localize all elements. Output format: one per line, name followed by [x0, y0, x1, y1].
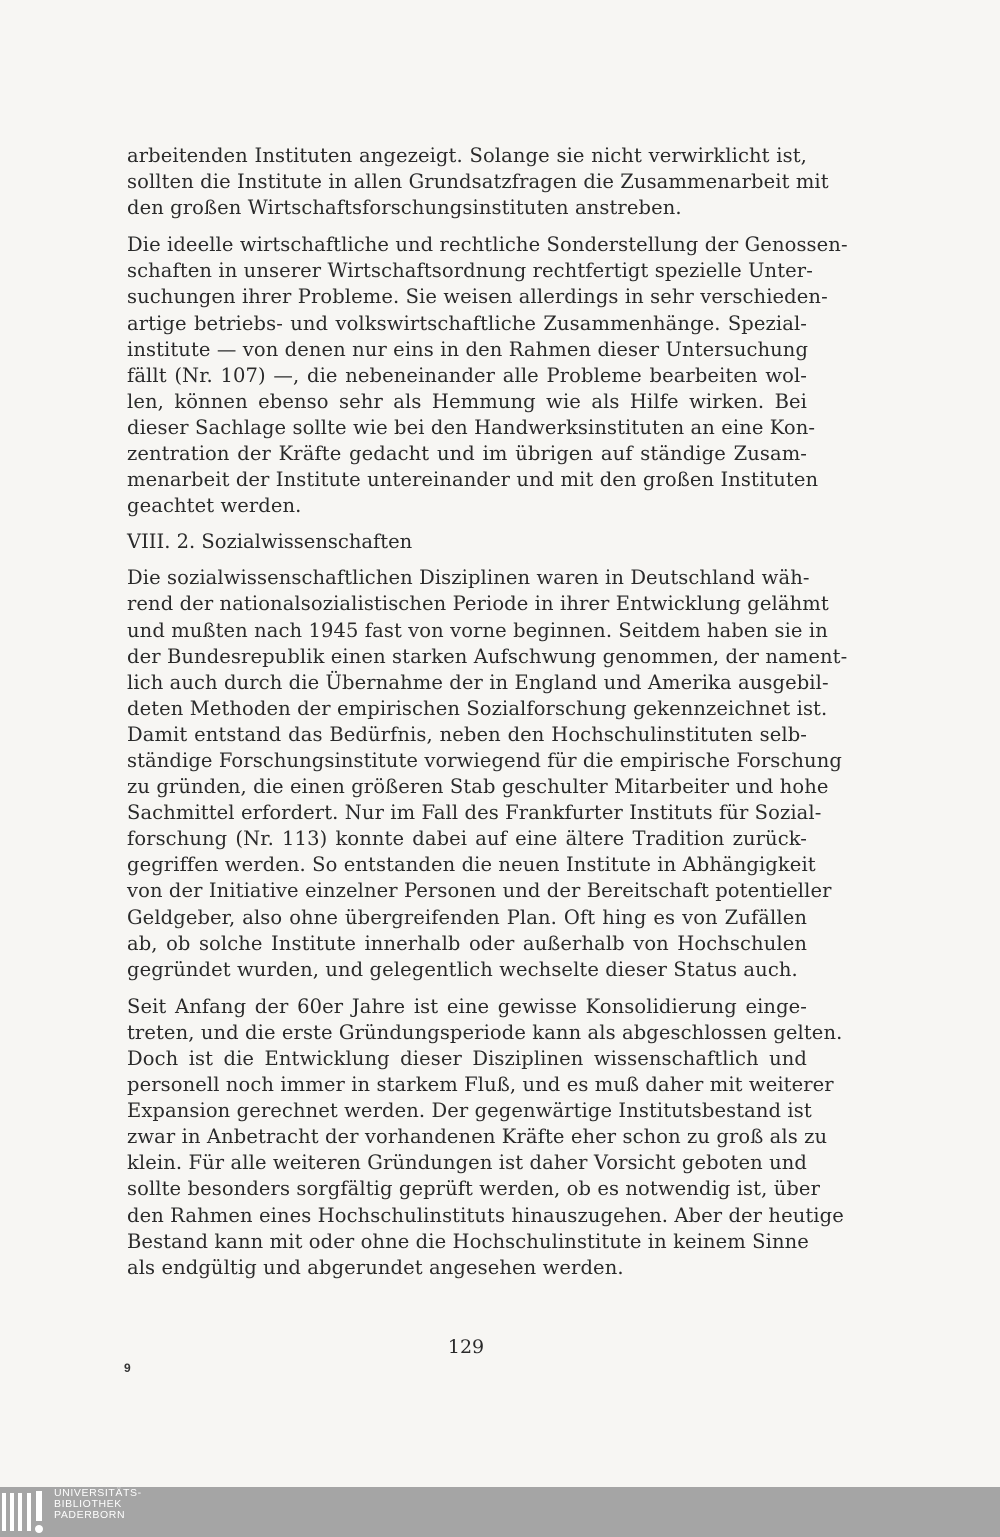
text-line: Die sozialwissenschaftlichen Disziplinen waren in Deutschland wäh- — [127, 566, 810, 590]
text-line: forschung (Nr. 113) konnte dabei auf eine ältere Tradition zurück- — [127, 827, 807, 851]
text-line: artige betriebs- und volkswirtschaftliche Zusammenhänge. Spezial- — [127, 311, 807, 335]
text-line: als endgültig und abgerundet angesehen werden. — [127, 1255, 624, 1279]
text-line: zwar in Anbetracht der vorhandenen Kräfte eher schon zu groß als zu — [127, 1125, 828, 1149]
section-heading: VIII. 2. Sozialwissenschaften — [127, 530, 413, 554]
text-line: rend der nationalsozialistischen Periode in ihrer Entwicklung gelähmt — [127, 592, 829, 616]
text-line: schaften in unserer Wirtschaftsordnung rechtfertigt spezielle Unter- — [127, 259, 813, 283]
text-line: sollte besonders sorgfältig geprüft werden, ob es notwendig ist, über — [127, 1177, 820, 1201]
paragraph — [127, 994, 844, 1281]
text-line: den großen Wirtschaftsforschungsinstituten anstreben. — [127, 196, 682, 220]
text-line: zentration der Kräfte gedacht und im übrigen auf ständige Zusam- — [127, 442, 807, 466]
text-line: fällt (Nr. 107) —, die nebeneinander alle Probleme bearbeiten wol- — [127, 363, 807, 387]
page-body — [127, 143, 848, 1281]
library-logo-line: UNIVERSITÄTS- — [54, 1487, 142, 1499]
text-line: Doch ist die Entwicklung dieser Disziplinen wissenschaftlich und — [127, 1047, 807, 1070]
library-footer — [0, 1487, 1000, 1537]
text-line: institute — von denen nur eins in den Rahmen dieser Untersuchung — [127, 337, 809, 361]
text-line: len, können ebenso sehr als Hemmung wie als Hilfe wirken. Bei — [127, 389, 807, 413]
text-line: Seit Anfang der 60er Jahre ist eine gewisse Konsolidierung einge- — [127, 994, 807, 1018]
text-line: Bestand kann mit oder ohne die Hochschulinstitute in keinem Sinne — [127, 1229, 809, 1253]
text-line: der Bundesrepublik einen starken Aufschwung genommen, der nament- — [127, 644, 848, 668]
page-number: 129 — [447, 1336, 485, 1358]
text-line: treten, und die erste Gründungsperiode kann als abgeschlossen gelten. — [127, 1020, 843, 1044]
text-line: zu gründen, die einen größeren Stab geschulter Mitarbeiter und hohe — [127, 775, 829, 799]
text-line: Die ideelle wirtschaftliche und rechtliche Sonderstellung der Genossen- — [127, 233, 848, 257]
text-line: arbeitenden Instituten angezeigt. Solange sie nicht verwirklicht ist, — [127, 144, 807, 167]
text-line: Expansion gerechnet werden. Der gegenwärtige Institutsbestand ist — [127, 1099, 812, 1123]
text-line: lich auch durch die Übernahme der in England und Amerika ausgebil- — [127, 670, 829, 694]
text-line: dieser Sachlage sollte wie bei den Handwerksinstituten an eine Kon- — [127, 415, 816, 439]
text-line: gegründet wurden, und gelegentlich wechselte dieser Status auch. — [127, 957, 798, 981]
text-line: den Rahmen eines Hochschulinstituts hinauszugehen. Aber der heutige — [127, 1203, 844, 1227]
text-line: geachtet werden. — [127, 494, 302, 518]
text-line: menarbeit der Institute untereinander und mit den großen Instituten — [127, 468, 819, 492]
text-line: klein. Für alle weiteren Gründungen ist daher Vorsicht geboten und — [127, 1151, 807, 1175]
signature-mark: 9 — [124, 1361, 131, 1375]
text-line: Geldgeber, also ohne übergreifenden Plan. Oft hing es von Zufällen — [127, 905, 807, 929]
text-line: Sachmittel erfordert. Nur im Fall des Frankfurter Instituts für Sozial- — [127, 801, 822, 825]
text-line: ständige Forschungsinstitute vorwiegend für die empirische Forschung — [127, 748, 842, 772]
text-line: suchungen ihrer Probleme. Sie weisen allerdings in sehr verschieden- — [127, 285, 828, 309]
paragraph — [127, 232, 848, 519]
text-line: deten Methoden der empirischen Sozialforschung gekennzeichnet ist. — [127, 696, 828, 720]
library-logo-text — [54, 1488, 142, 1521]
text-line: personell noch immer in starkem Fluß, und es muß daher mit weiterer — [127, 1073, 834, 1097]
library-logo-line: PADERBORN — [54, 1509, 126, 1521]
text-line: gegriffen werden. So entstanden die neuen Institute in Abhängigkeit — [127, 853, 816, 877]
library-logo-icon — [0, 1487, 60, 1537]
text-line: und mußten nach 1945 fast von vorne beginnen. Seitdem haben sie in — [127, 618, 828, 642]
library-logo-line: BIBLIOTHEK — [54, 1498, 122, 1510]
text-line: Damit entstand das Bedürfnis, neben den Hochschulinstituten selb- — [127, 722, 807, 746]
text-line: von der Initiative einzelner Personen und der Bereitschaft potentieller — [127, 879, 832, 903]
text-line: sollten die Institute in allen Grundsatzfragen die Zusammenarbeit mit — [127, 170, 829, 194]
text-line: ab, ob solche Institute innerhalb oder außerhalb von Hochschulen — [127, 931, 807, 955]
paragraph — [127, 565, 848, 983]
paragraph — [127, 143, 829, 221]
